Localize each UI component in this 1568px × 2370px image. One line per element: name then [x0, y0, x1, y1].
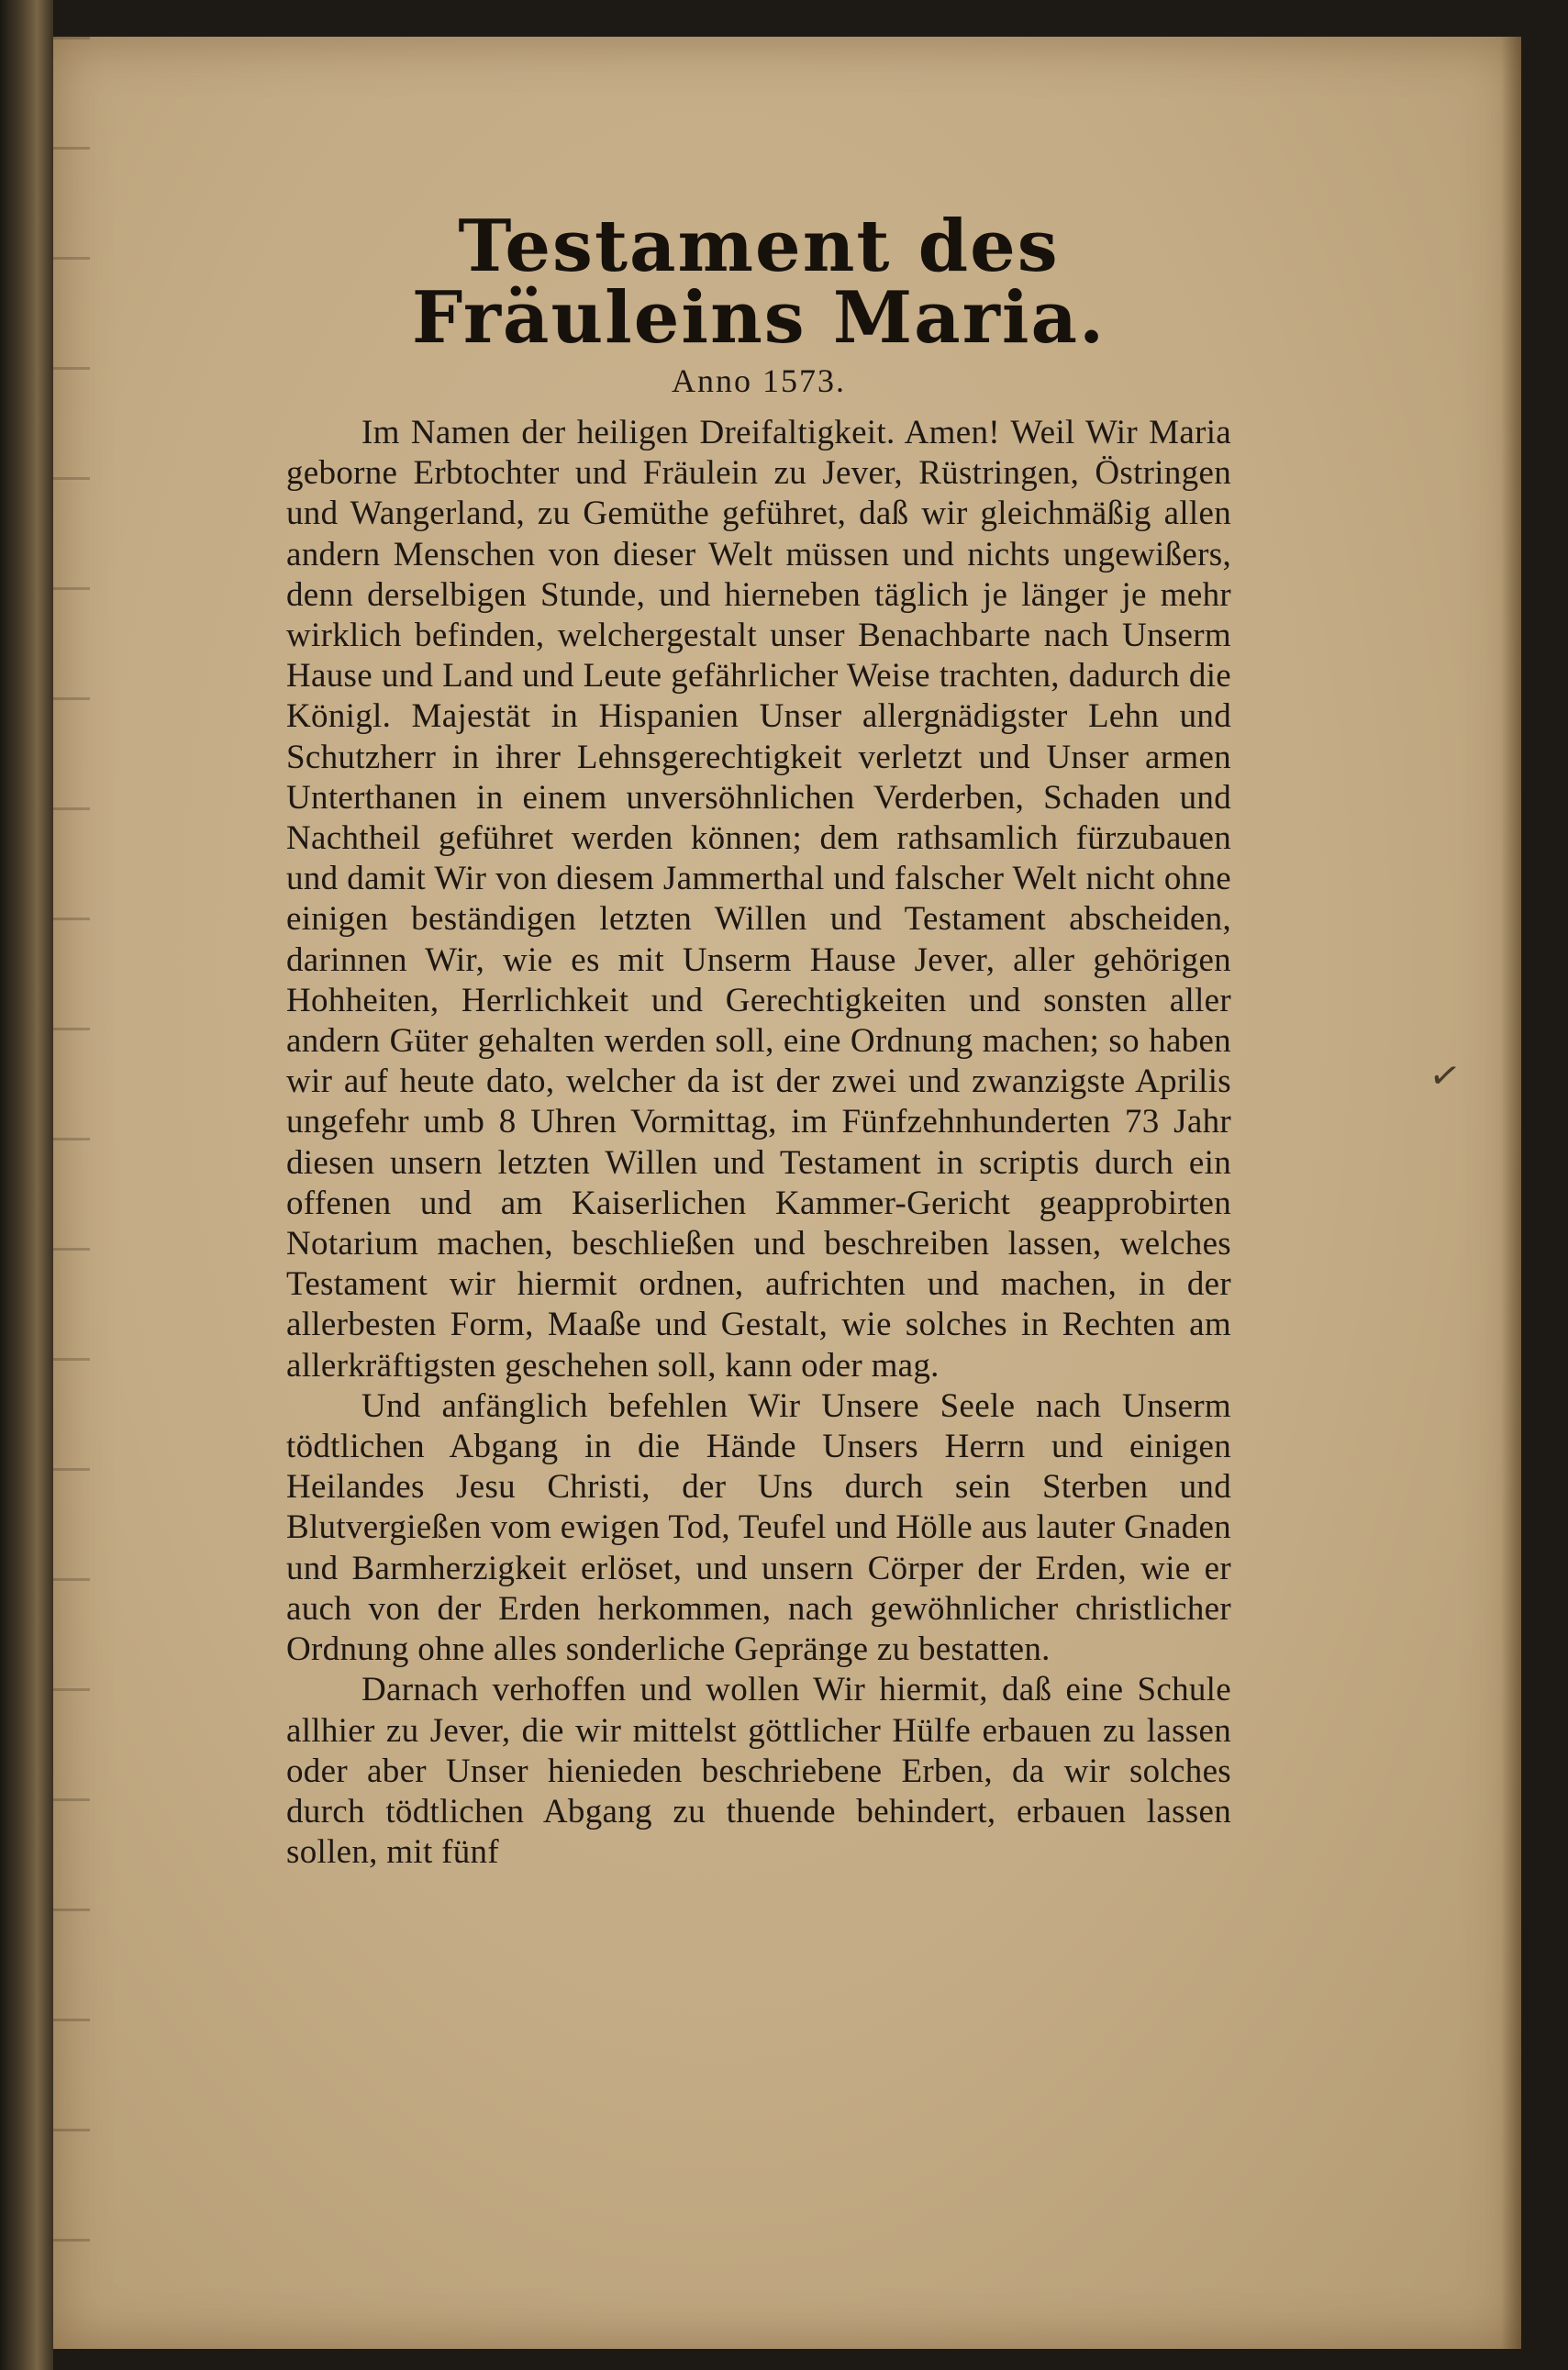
pencil-margin-mark: ✓	[1426, 1052, 1464, 1100]
paragraph-2: Und anfänglich befehlen Wir Unsere Seele nach Unserm tödtlichen Abgang in die Hände Unsers Herrn und einigen Heilandes Jesu Christi, der Uns durch sein Sterben und Blutvergießen vom ewigen Tod, Teufel und Hölle aus lauter Gnaden und Barmherzigkeit erlöset, und unsern Cörper der Erden, wie er auch von der Erden herkommen, nach gewöhnlicher christlicher Ordnung ohne alles sonderliche Gepränge zu bestatten.	[286, 1386, 1231, 1669]
paragraph-3: Darnach verhoffen und wollen Wir hiermit, daß eine Schule allhier zu Jever, die wir mittelst göttlicher Hülfe erbauen zu lassen oder aber Unser hienieden beschriebene Erben, da wir solches durch tödtlichen Abgang zu thuende behindert, erbauen lassen sollen, mit fünf	[286, 1671, 1231, 1872]
paragraph-1: Im Namen der heiligen Dreifaltigkeit. Amen! Weil Wir Maria geborne Erbtochter und Fräulein zu Jever, Rüstringen, Östringen und Wangerland, zu Gemüthe geführet, daß wir gleichmäßig allen andern Menschen von dieser Welt müssen und nichts ungewißers, denn derselbigen Stunde, und hierneben täglich je länger je mehr wirklich befinden, welchergestalt unser Benachbarte nach Unserm Hause und Land und Leute gefährlicher Weise trachten, dadurch die Königl. Majestät in Hispanien Unser allergnädigster Lehn und Schutzherr in ihrer Lehnsgerechtigkeit verletzt und Unser armen Unterthanen in einem unversöhnlichen Verderben, Schaden und Nachtheil geführet werden können; dem rathsamlich fürzubauen und damit Wir von diesem Jammerthal und falscher Welt nicht ohne einigen beständigen letzten Willen und Testament abscheiden, darinnen Wir, wie es mit Unserm Hause Jever, aller gehörigen Hohheiten, Herrlichkeit und Gerechtigkeiten und sonsten aller andern Güter gehalten werden soll, eine Ordnung machen; so haben wir auf heute dato, welcher da ist der zwei und zwanzigste Aprilis ungefehr umb 8 Uhren Vormittag, im Fünfzehnhunderten 73 Jahr diesen unsern letzten Willen und Testament in scriptis durch ein offenen und am Kaiserlichen Kammer-Gericht geapprobirten Notarium machen, beschließen und beschreiben lassen, welches Testament wir hiermit ordnen, aufrichten und machen, in der allerbesten Form, Maaße und Gestalt, wie solches in Rechten am allerkräftigsten geschehen soll, kann oder mag.	[286, 414, 1231, 1385]
document-title: Testament des Fräuleins Maria.	[411, 205, 1106, 360]
book-spine	[0, 0, 53, 2370]
gutter-shadow	[53, 37, 90, 2349]
page-edge-shadow	[1501, 37, 1521, 2349]
document-date: Anno 1573.	[672, 362, 846, 399]
page-content	[286, 205, 1231, 1873]
